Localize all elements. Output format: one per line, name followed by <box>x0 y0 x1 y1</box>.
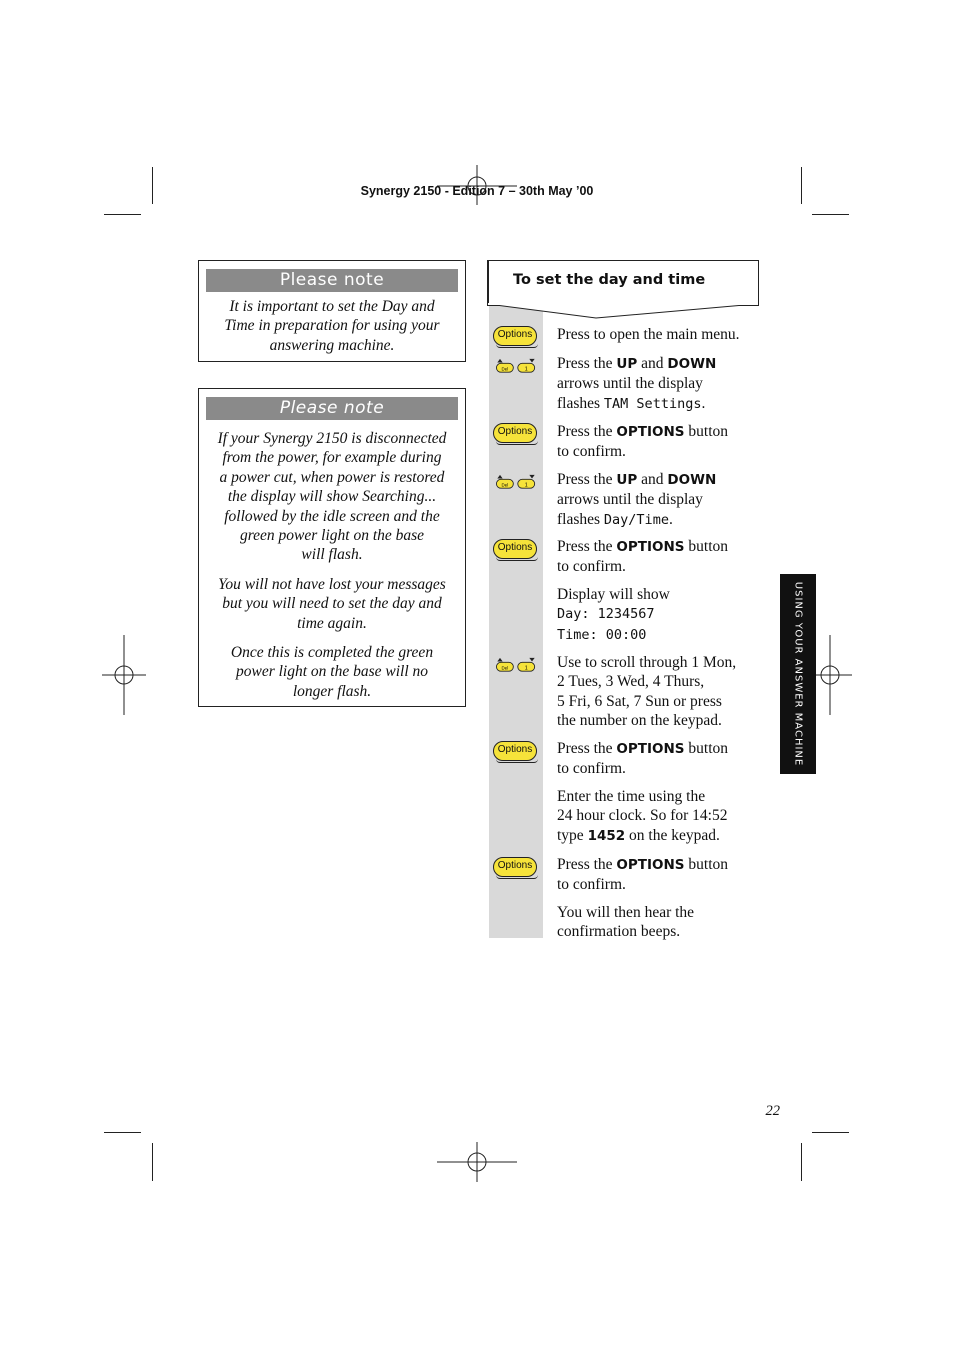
note-line: followed by the idle screen and the <box>224 507 440 525</box>
note-line: the display will show Searching... <box>227 488 437 506</box>
del-key-label: Del <box>501 366 509 372</box>
one-key-label: 1 <box>524 665 528 672</box>
note-line: will flash. <box>301 546 363 564</box>
display-text: Day: 1234567 <box>557 606 655 623</box>
note-line: green power light on the base <box>239 527 425 545</box>
step-confirm-3: Press the OPTIONS button to confirm. <box>557 740 729 778</box>
registration-mark-left <box>102 635 146 715</box>
step-enter-time: Enter the time using the 24 hour clock. So for 14:52 type 1452 on the keypad. <box>557 788 728 844</box>
up-down-keys-icon <box>492 474 540 490</box>
procedure-title: To set the day and time <box>513 272 706 288</box>
options-button-icon: Options <box>493 539 537 559</box>
page-number: 22 <box>765 1103 780 1119</box>
note-line: time again. <box>297 614 367 632</box>
note-line: If your Synergy 2150 is disconnected <box>217 430 447 447</box>
one-key-label: 1 <box>524 482 528 489</box>
note-title: Please note <box>206 397 458 420</box>
note-line: You will not have lost your messages <box>218 575 446 593</box>
note-body <box>201 429 463 701</box>
display-text: TAM Settings <box>603 395 702 412</box>
note-box-power-cut <box>198 388 466 707</box>
up-down-keys-icon <box>492 657 540 673</box>
note-box-day-time <box>198 260 466 362</box>
step-display-shows: Display will show Day: 1234567 Time: 00:00 <box>557 586 670 643</box>
options-button-icon: Options <box>493 857 537 877</box>
step-select-tam-settings: Press the UP and DOWN arrows until the display flashes TAM Settings. <box>557 355 717 412</box>
options-button-icon: Options <box>493 326 537 346</box>
note-line: from the power, for example during <box>222 449 442 467</box>
del-key-label: Del <box>501 482 509 488</box>
title-box-pointer <box>486 300 758 322</box>
step-select-day-time: Press the UP and DOWN arrows until the display flashes Day/Time. <box>557 471 717 528</box>
note-line: answering machine. <box>269 336 395 354</box>
section-tab-label: USING YOUR ANSWER MACHINE <box>792 581 804 767</box>
note-title: Please note <box>206 269 458 292</box>
section-side-tab <box>780 574 816 774</box>
registration-mark-bottom <box>437 1142 517 1182</box>
step-text: Press to open the main menu. <box>557 326 740 343</box>
step-confirmation-beeps: You will then hear the confirmation beeps. <box>557 904 695 941</box>
step-open-menu <box>557 325 767 344</box>
up-down-keys-icon <box>492 358 540 374</box>
note-line: Time in preparation for using your <box>224 317 440 335</box>
note-body <box>203 297 461 355</box>
running-header: Synergy 2150 - Edition 7 – 30th May ’00 <box>360 184 594 198</box>
one-key-label: 1 <box>524 366 528 373</box>
note-line: Once this is completed the green <box>230 644 434 662</box>
display-text: Time: 00:00 <box>557 626 647 643</box>
note-line: It is important to set the Day and <box>229 298 435 315</box>
note-line: but you will need to set the day and <box>222 595 442 613</box>
options-button-icon: Options <box>493 741 537 761</box>
note-line: a power cut, when power is restored <box>219 468 445 486</box>
display-text: Day/Time <box>603 511 669 528</box>
icon-column <box>489 300 543 938</box>
del-key-label: Del <box>501 665 509 671</box>
note-line: power light on the base will no <box>235 663 429 681</box>
step-scroll-days: Use to scroll through 1 Mon, 2 Tues, 3 Wed, 4 Thurs, 5 Fri, 6 Sat, 7 Sun or press the number on the keypad. <box>557 654 737 729</box>
step-confirm-1: Press the OPTIONS button to confirm. <box>557 423 729 461</box>
options-button-icon: Options <box>493 423 537 443</box>
step-confirm-4: Press the OPTIONS button to confirm. <box>557 856 729 894</box>
note-line: longer flash. <box>292 682 372 700</box>
step-confirm-2: Press the OPTIONS button to confirm. <box>557 538 729 576</box>
